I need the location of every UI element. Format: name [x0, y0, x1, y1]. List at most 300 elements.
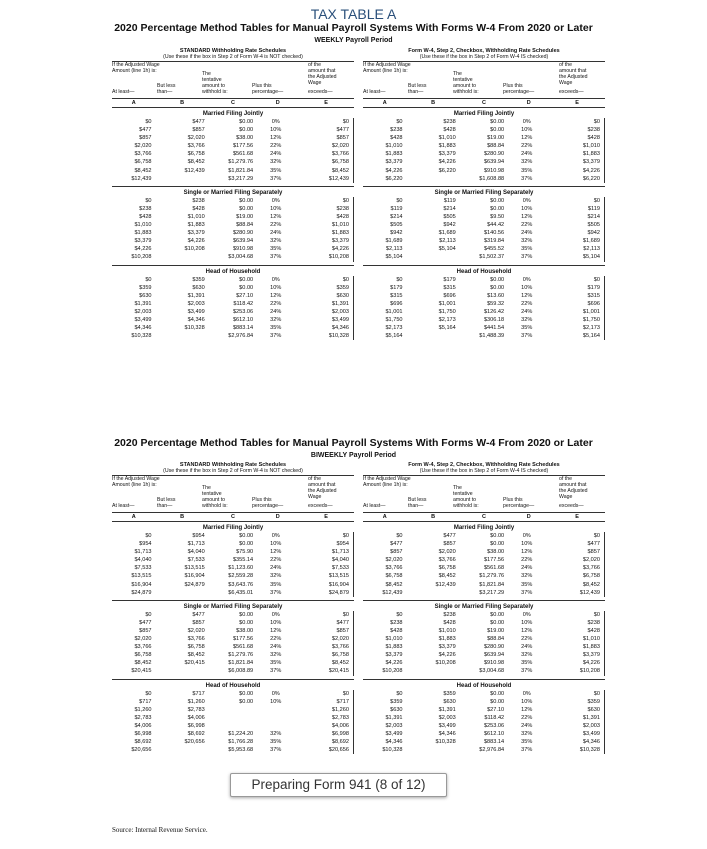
- header-wage: Wage: [308, 80, 322, 86]
- table-cell: $1,502.37: [479, 254, 505, 261]
- header-of-the: of the: [308, 62, 321, 68]
- column-letter: D: [526, 514, 531, 520]
- header-amount-to: amount to: [202, 497, 226, 503]
- table-cell: $6,758: [385, 573, 403, 580]
- table-cell: $2,173: [549, 324, 605, 332]
- table-row: [363, 651, 605, 659]
- table-row: [363, 611, 605, 619]
- table-cell: $3,499: [438, 722, 456, 729]
- table-cell: $630: [192, 284, 205, 291]
- table-cell: $20,656: [184, 739, 205, 746]
- table-cell: $857: [549, 548, 605, 556]
- table-cell: $1,883: [298, 229, 354, 237]
- header-plus-this: Plus this: [252, 497, 272, 503]
- table-cell: $2,020: [134, 143, 152, 150]
- table-cell: $1,001: [549, 308, 605, 316]
- table-cell: $4,346: [298, 324, 354, 332]
- table-cell: 10%: [270, 698, 282, 705]
- table-cell: $857: [298, 627, 354, 635]
- table-cell: 37%: [270, 175, 282, 182]
- table-cell: $477: [192, 611, 205, 618]
- header-amount-is: Amount (line 1h) is:: [112, 482, 157, 488]
- table-cell: $8,452: [385, 581, 403, 588]
- table-cell: $8,452: [187, 652, 205, 659]
- table-cell: $1,713: [298, 548, 354, 556]
- table-row: [363, 284, 605, 292]
- table-row: [112, 142, 354, 150]
- table-cell: $253.06: [232, 308, 254, 315]
- table-cell: 32%: [521, 238, 533, 245]
- table-row: [112, 332, 354, 340]
- table-cell: 37%: [521, 747, 533, 754]
- table-cell: $4,226: [438, 652, 456, 659]
- table-cell: 32%: [270, 316, 282, 323]
- table-cell: $857: [443, 541, 456, 548]
- table-cell: $4,006: [134, 722, 152, 729]
- header-exceeds: exceeds—: [308, 89, 333, 95]
- table-cell: $0: [298, 276, 354, 284]
- table-cell: $1,001: [385, 308, 403, 315]
- table-cell: $59.32: [487, 300, 505, 307]
- table-cell: $238: [549, 126, 605, 134]
- table-row: [363, 722, 605, 730]
- rate-group: [112, 682, 354, 755]
- table-cell: 37%: [270, 747, 282, 754]
- table-cell: $1,010: [385, 636, 403, 643]
- table-cell: $20,656: [131, 747, 152, 754]
- table-cell: $3,379: [549, 651, 605, 659]
- header-withhold-is: withhold is:: [202, 89, 228, 95]
- table-cell: $1,883: [438, 143, 456, 150]
- table-cell: $16,904: [298, 581, 354, 589]
- table-cell: $4,346: [134, 325, 152, 332]
- table-cell: $6,758: [549, 572, 605, 580]
- table-cell: 12%: [521, 292, 533, 299]
- table-cell: $1,260: [187, 698, 205, 705]
- header-the-adjusted: the Adjusted: [559, 488, 588, 494]
- table-row: [363, 134, 605, 142]
- table-cell: 37%: [521, 333, 533, 340]
- table-cell: $910.98: [232, 246, 254, 253]
- table-row: [363, 229, 605, 237]
- table-row: [112, 324, 354, 332]
- table-cell: $1,821.84: [228, 660, 254, 667]
- table-cell: $253.06: [483, 722, 505, 729]
- table-cell: $1,260: [134, 706, 152, 713]
- table-row: [363, 738, 605, 746]
- table-cell: $44.42: [487, 222, 505, 229]
- header-percentage: percentage—: [252, 503, 284, 509]
- table-row: [363, 142, 605, 150]
- table-cell: 35%: [521, 739, 533, 746]
- table-cell: $3,766: [134, 644, 152, 651]
- column-letter: E: [575, 514, 579, 520]
- table-cell: $428: [549, 134, 605, 142]
- table-cell: $639.94: [483, 652, 505, 659]
- table-row: [363, 197, 605, 205]
- table-cell: $2,003: [298, 308, 354, 316]
- table-cell: 22%: [270, 222, 282, 229]
- table-cell: $3,766: [385, 565, 403, 572]
- table-cell: $6,008.89: [228, 668, 254, 675]
- table-cell: [156, 332, 209, 340]
- table-cell: 32%: [270, 652, 282, 659]
- table-cell: $1,010: [298, 221, 354, 229]
- table-cell: $2,783: [134, 714, 152, 721]
- table-row: [112, 134, 354, 142]
- table-cell: 24%: [521, 230, 533, 237]
- right-schedule: [363, 48, 605, 340]
- table-row: [363, 714, 605, 722]
- table-row: [363, 690, 605, 698]
- table-cell: 37%: [521, 254, 533, 261]
- table-cell: $359: [549, 698, 605, 706]
- table-cell: $0: [549, 118, 605, 126]
- table-cell: $0.00: [239, 284, 254, 291]
- table-row: [112, 730, 354, 738]
- table-cell: $2,173: [438, 316, 456, 323]
- table-cell: $696: [390, 300, 403, 307]
- table-cell: $179: [390, 284, 403, 291]
- table-row: [112, 300, 354, 308]
- table-cell: 37%: [521, 668, 533, 675]
- table-cell: 10%: [270, 541, 282, 548]
- table-cell: $13,515: [131, 573, 152, 580]
- header-at-least: At least—: [363, 503, 386, 509]
- table-cell: $0: [549, 532, 605, 540]
- table-row: [363, 308, 605, 316]
- table-cell: $717: [139, 698, 152, 705]
- table-cell: $4,226: [438, 159, 456, 166]
- table-cell: $38.00: [487, 549, 505, 556]
- table-row: [363, 292, 605, 300]
- table-cell: $2,020: [385, 557, 403, 564]
- table-cell: 12%: [270, 549, 282, 556]
- table-cell: 0%: [271, 533, 280, 539]
- table-cell: $10,328: [131, 333, 152, 340]
- table-cell: $88.84: [487, 636, 505, 643]
- header-plus-this: Plus this: [503, 83, 523, 89]
- table-row: [363, 324, 605, 332]
- table-cell: $1,883: [549, 150, 605, 158]
- table-row: [363, 556, 605, 564]
- table-cell: $639.94: [232, 238, 254, 245]
- table-cell: $4,346: [438, 730, 456, 737]
- table-cell: $2,003: [385, 722, 403, 729]
- column-letter: D: [275, 100, 280, 106]
- table-row: [363, 167, 605, 175]
- table-cell: $910.98: [483, 167, 505, 174]
- header-the: The: [453, 71, 462, 77]
- progress-toast: Preparing Form 941 (8 of 12): [230, 773, 447, 797]
- table-cell: $1,750: [385, 316, 403, 323]
- table-cell: [257, 722, 298, 730]
- table-cell: $0.00: [490, 119, 505, 125]
- column-header: [112, 475, 354, 513]
- table-row: [112, 627, 354, 635]
- table-cell: $119: [390, 205, 403, 212]
- rate-group: [363, 268, 605, 341]
- table-cell: $0.00: [239, 533, 254, 539]
- table-cell: $477: [298, 126, 354, 134]
- table-cell: $3,379: [385, 159, 403, 166]
- table-cell: $3,499: [187, 308, 205, 315]
- table-cell: $1,010: [549, 142, 605, 150]
- table-cell: $0.00: [239, 541, 254, 548]
- table-cell: $3,766: [549, 564, 605, 572]
- table-cell: $238: [549, 619, 605, 627]
- table-cell: 12%: [270, 627, 282, 634]
- column-letter: C: [230, 100, 235, 106]
- table-cell: $16,904: [131, 581, 152, 588]
- table-cell: $3,379: [187, 230, 205, 237]
- table-cell: $5,164: [549, 332, 605, 340]
- table-cell: $942: [390, 230, 403, 237]
- table-cell: $954: [298, 540, 354, 548]
- filing-status: Head of Household: [205, 268, 261, 275]
- table-cell: $0.00: [490, 284, 505, 291]
- header-if-wage: If the Adjusted Wage: [112, 476, 160, 482]
- table-cell: $359: [390, 698, 403, 705]
- schedule-title: Form W-4, Step 2, Checkbox, Withholding Rate Schedules: [408, 48, 560, 54]
- table-row: [112, 197, 354, 205]
- column-letter: E: [575, 100, 579, 106]
- header-amount-to: amount to: [453, 497, 477, 503]
- table-cell: $3,499: [298, 316, 354, 324]
- table-cell: 32%: [521, 652, 533, 659]
- table-cell: $2,113: [549, 245, 605, 253]
- table-cell: 10%: [270, 619, 282, 626]
- table-cell: $8,452: [187, 159, 205, 166]
- table-cell: $12,439: [184, 167, 205, 174]
- table-cell: $3,379: [385, 652, 403, 659]
- table-cell: [257, 714, 298, 722]
- table-cell: $0.00: [239, 205, 254, 212]
- column-header: [363, 61, 605, 99]
- table-cell: 22%: [270, 557, 282, 564]
- table-cell: 10%: [521, 541, 533, 548]
- table-cell: 35%: [270, 246, 282, 253]
- table-cell: 24%: [521, 308, 533, 315]
- header-the: The: [202, 485, 211, 491]
- table-cell: $3,379: [134, 238, 152, 245]
- table-row: [363, 627, 605, 635]
- filing-status: Head of Household: [456, 682, 512, 689]
- table-cell: $477: [443, 533, 456, 539]
- table-cell: $0: [145, 690, 152, 697]
- left-schedule: [112, 462, 354, 754]
- table-cell: $214: [390, 213, 403, 220]
- table-cell: $238: [443, 611, 456, 618]
- table-cell: $1,750: [438, 308, 456, 315]
- weekly-table-title: 2020 Percentage Method Tables for Manual Payroll Systems With Forms W-4 From 2020 or Later: [114, 22, 593, 34]
- table-cell: 24%: [521, 722, 533, 729]
- table-cell: 24%: [521, 151, 533, 158]
- table-cell: $4,040: [298, 556, 354, 564]
- header-tentative: tentative: [202, 77, 222, 83]
- header-but-less: But less: [408, 497, 427, 503]
- table-cell: [209, 706, 257, 714]
- table-cell: $38.00: [236, 627, 254, 634]
- filing-status: Single or Married Filing Separately: [183, 189, 283, 196]
- table-row: [112, 698, 354, 706]
- schedule-subtitle: (Use these if the box in Step 2 of Form W-4 is NOT checked): [163, 54, 303, 60]
- table-row: [112, 284, 354, 292]
- table-cell: $612.10: [232, 316, 254, 323]
- table-row: [363, 643, 605, 651]
- table-cell: $214: [443, 205, 456, 212]
- table-cell: $2,020: [438, 549, 456, 556]
- table-cell: $428: [390, 135, 403, 142]
- table-cell: 24%: [270, 230, 282, 237]
- table-row: [112, 564, 354, 572]
- table-cell: $6,758: [187, 644, 205, 651]
- table-cell: $0.00: [490, 205, 505, 212]
- column-letter: E: [324, 514, 328, 520]
- table-cell: 10%: [521, 205, 533, 212]
- table-cell: $0.00: [490, 611, 505, 618]
- table-cell: $10,208: [184, 246, 205, 253]
- table-row: [112, 581, 354, 589]
- table-row: [363, 332, 605, 340]
- table-cell: $942: [549, 229, 605, 237]
- table-cell: 35%: [521, 660, 533, 667]
- table-cell: $140.56: [483, 230, 505, 237]
- table-cell: $0: [396, 119, 403, 125]
- table-cell: $561.68: [232, 644, 254, 651]
- table-cell: $119: [443, 197, 456, 204]
- table-row: [363, 730, 605, 738]
- table-cell: 32%: [521, 159, 533, 166]
- table-row: [112, 667, 354, 675]
- table-cell: $8,452: [134, 167, 152, 174]
- table-cell: $0.00: [239, 690, 254, 697]
- table-cell: 35%: [521, 581, 533, 588]
- header-exceeds: exceeds—: [559, 89, 584, 95]
- table-cell: $3,217.29: [479, 589, 505, 596]
- table-cell: $214: [549, 213, 605, 221]
- table-cell: $0: [396, 690, 403, 697]
- table-row: [363, 532, 605, 540]
- table-row: [363, 589, 605, 597]
- table-cell: $428: [443, 619, 456, 626]
- header-plus-this: Plus this: [252, 83, 272, 89]
- table-row: [363, 300, 605, 308]
- table-row: [363, 667, 605, 675]
- table-cell: $12,439: [435, 581, 456, 588]
- table-cell: 24%: [521, 644, 533, 651]
- table-cell: $717: [298, 698, 354, 706]
- table-cell: $0: [396, 611, 403, 618]
- table-cell: $10,328: [382, 747, 403, 754]
- table-row: [112, 158, 354, 166]
- table-cell: $1,689: [438, 230, 456, 237]
- table-cell: $24,879: [184, 581, 205, 588]
- table-cell: 0%: [522, 533, 531, 539]
- table-cell: $428: [390, 627, 403, 634]
- table-row: [363, 659, 605, 667]
- header-at-least: At least—: [112, 89, 135, 95]
- table-cell: $1,391: [298, 300, 354, 308]
- table-row: [363, 126, 605, 134]
- table-cell: $12,439: [382, 589, 403, 596]
- rate-group: [112, 524, 354, 597]
- table-cell: $857: [192, 619, 205, 626]
- column-letter: D: [526, 100, 531, 106]
- table-cell: $4,006: [298, 722, 354, 730]
- table-row: [363, 276, 605, 284]
- table-cell: $0: [549, 197, 605, 205]
- table-cell: [156, 253, 209, 261]
- table-cell: 12%: [270, 292, 282, 299]
- table-cell: $3,379: [438, 644, 456, 651]
- table-cell: 35%: [270, 739, 282, 746]
- column-letters: [112, 513, 354, 522]
- table-cell: 12%: [521, 627, 533, 634]
- table-cell: 0%: [271, 690, 280, 697]
- table-cell: $8,452: [134, 660, 152, 667]
- table-cell: 24%: [270, 644, 282, 651]
- biweekly-period: BIWEEKLY Payroll Period: [310, 452, 397, 459]
- table-cell: $3,004.68: [479, 668, 505, 675]
- table-cell: $3,379: [549, 158, 605, 166]
- table-cell: $561.68: [232, 151, 254, 158]
- header-percentage: percentage—: [503, 503, 535, 509]
- table-cell: $2,020: [187, 627, 205, 634]
- column-letter: E: [324, 100, 328, 106]
- rate-group: [363, 110, 605, 183]
- table-cell: $8,692: [298, 738, 354, 746]
- table-cell: $4,226: [549, 659, 605, 667]
- table-cell: 35%: [521, 246, 533, 253]
- table-cell: $0: [298, 197, 354, 205]
- table-cell: $359: [139, 284, 152, 291]
- table-row: [112, 722, 354, 730]
- header-than: than—: [157, 503, 173, 509]
- table-cell: $0: [396, 533, 403, 539]
- table-cell: 32%: [270, 238, 282, 245]
- table-row: [363, 118, 605, 126]
- table-cell: $4,226: [298, 245, 354, 253]
- column-header: [363, 475, 605, 513]
- table-cell: $13,515: [184, 565, 205, 572]
- table-row: [363, 706, 605, 714]
- table-row: [112, 175, 354, 183]
- table-cell: 10%: [270, 127, 282, 134]
- header-percentage: percentage—: [252, 89, 284, 95]
- table-cell: [156, 746, 209, 754]
- table-cell: $630: [298, 292, 354, 300]
- table-cell: [407, 175, 460, 183]
- table-cell: $1,766.28: [228, 739, 254, 746]
- table-cell: $1,010: [438, 627, 456, 634]
- table-row: [363, 253, 605, 261]
- table-cell: $4,226: [134, 246, 152, 253]
- header-but-less: But less: [408, 83, 427, 89]
- table-cell: 37%: [270, 254, 282, 261]
- table-cell: 35%: [270, 167, 282, 174]
- header-if-wage: If the Adjusted Wage: [363, 476, 411, 482]
- table-cell: $857: [139, 135, 152, 142]
- table-row: [112, 619, 354, 627]
- table-cell: $2,559.28: [228, 573, 254, 580]
- table-row: [112, 167, 354, 175]
- table-cell: $10,208: [298, 253, 354, 261]
- left-schedule: [112, 48, 354, 340]
- table-cell: $3,766: [187, 143, 205, 150]
- table-cell: $10,208: [549, 667, 605, 675]
- rate-group: [112, 603, 354, 676]
